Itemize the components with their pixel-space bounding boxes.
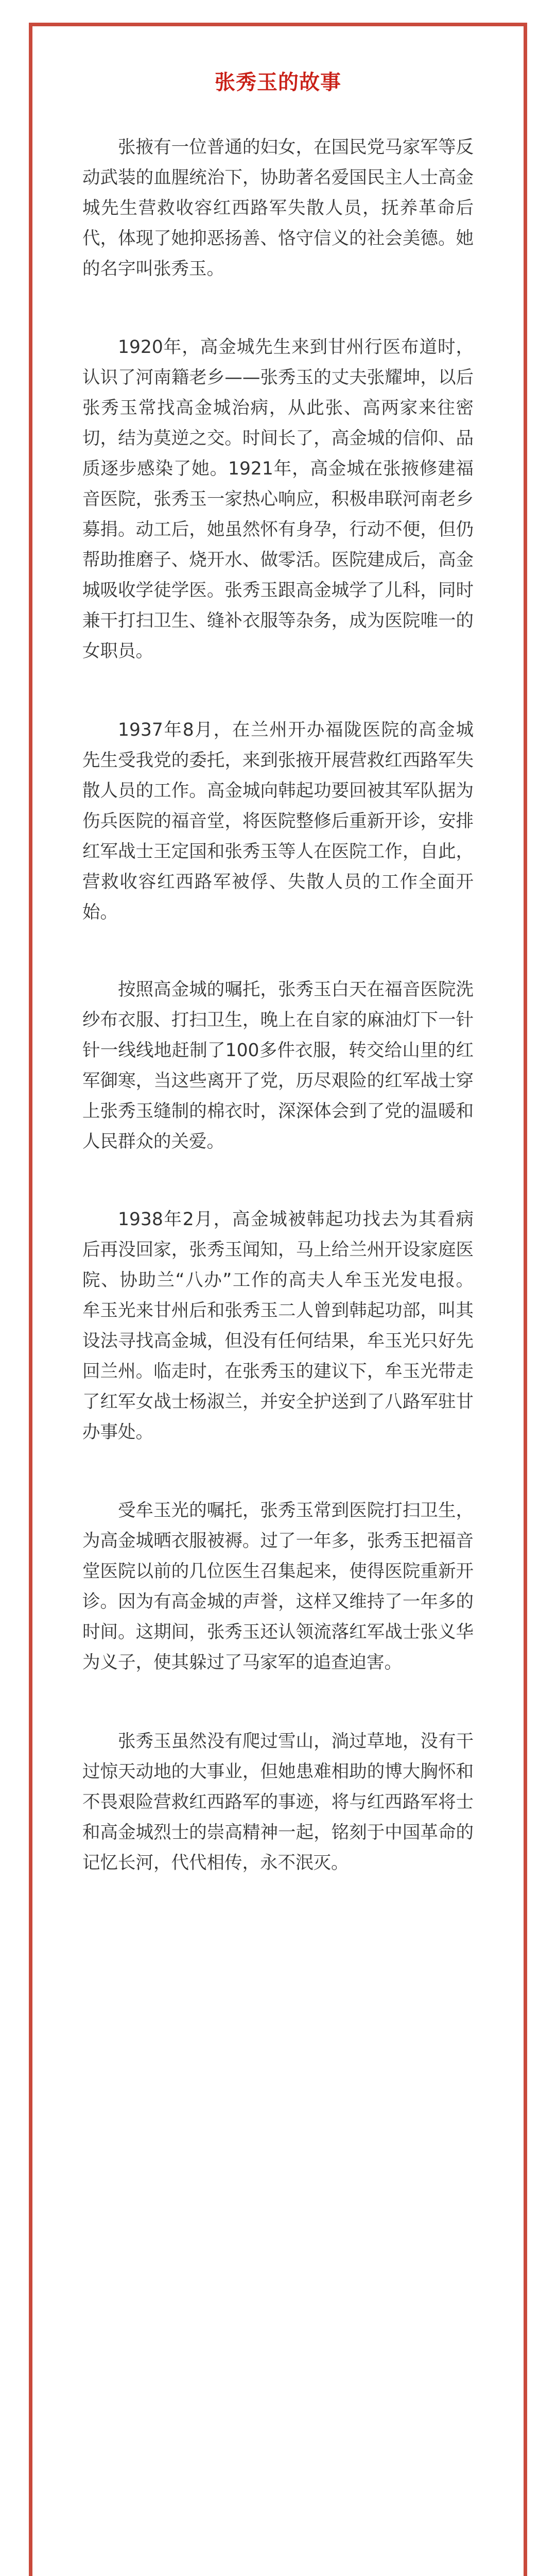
paragraph-sewing: 按照高金城的嘱托，张秀玉白天在福音医院洗纱布衣服、打扫卫生，晚上在自家的麻油灯下一针针一线线地赶制了100多件衣服，转交给山里的红军御寒，当这些离开了党，历尽艰险的红军战士穿上张秀玉缝制的棉衣时，深深体会到了党的温暖和人民群众的关爱。 bbox=[82, 979, 474, 1152]
article-frame bbox=[29, 23, 527, 2576]
paragraph-1938: 1938年2月，高金城被韩起功找去为其看病后再没回家，张秀玉闻知，马上给兰州开设家庭医院、协助兰“八办”工作的高夫人牟玉光发电报。牟玉光来甘州后和张秀玉二人曾到韩起功部，叫其设法寻找高金城，但没有任何结果，牟玉光只好先回兰州。临走时，在张秀玉的建议下，牟玉光带走了红军女战士杨淑兰，并安全护送到了八路军驻甘办事处。 bbox=[82, 1209, 474, 1443]
paragraph-conclusion: 张秀玉虽然没有爬过雪山，淌过草地，没有干过惊天动地的大事业，但她患难相助的博大胸怀和不畏艰险营救红西路军的事迹，将与红西路军将士和高金城烈士的崇高精神一起，铭刻于中国革命的记忆长河，代代相传，永不泯灭。 bbox=[82, 1731, 474, 1873]
paragraph-intro: 张掖有一位普通的妇女，在国民党马家军等反动武装的血腥统治下，协助著名爱国民主人士高金城先生营救收容红西路军失散人员，抚养革命后代，体现了她抑恶扬善、恪守信义的社会美德。她的名字叫张秀玉。 bbox=[82, 137, 474, 279]
paragraph-hospital: 受牟玉光的嘱托，张秀玉常到医院打扫卫生，为高金城晒衣服被褥。过了一年多，张秀玉把福音堂医院以前的几位医生召集起来，使得医院重新开诊。因为有高金城的声誉，这样又维持了一年多的时间。这期间，张秀玉还认领流落红军战士张义华为义子，使其躲过了马家军的追查迫害。 bbox=[82, 1500, 474, 1673]
paragraph-1920: 1920年，高金城先生来到甘州行医布道时，认识了河南籍老乡——张秀玉的丈夫张耀坤，以后张秀玉常找高金城治病，从此张、高两家来往密切，结为莫逆之交。时间长了，高金城的信仰、品质逐步感染了她。1921年，高金城在张掖修建福音医院，张秀玉一家热心响应，积极串联河南老乡募捐。动工后，她虽然怀有身孕，行动不便，但仍帮助推磨子、烧开水、做零活。医院建成后，高金城吸收学徒学医。张秀玉跟高金城学了儿科，同时兼干打扫卫生、缝补衣服等杂务，成为医院唯一的女职员。 bbox=[82, 337, 474, 662]
article-body bbox=[82, 132, 474, 1878]
article-title: 张秀玉的故事 bbox=[215, 71, 341, 94]
paragraph-1937: 1937年8月，在兰州开办福陇医院的高金城先生受我党的委托，来到张掖开展营救红西路军失散人员的工作。高金城向韩起功要回被其军队据为伤兵医院的福音堂，将医院整修后重新开诊，安排红军战士王定国和张秀玉等人在医院工作，自此，营救收容红西路军被俘、失散人员的工作全面开始。 bbox=[82, 720, 474, 923]
